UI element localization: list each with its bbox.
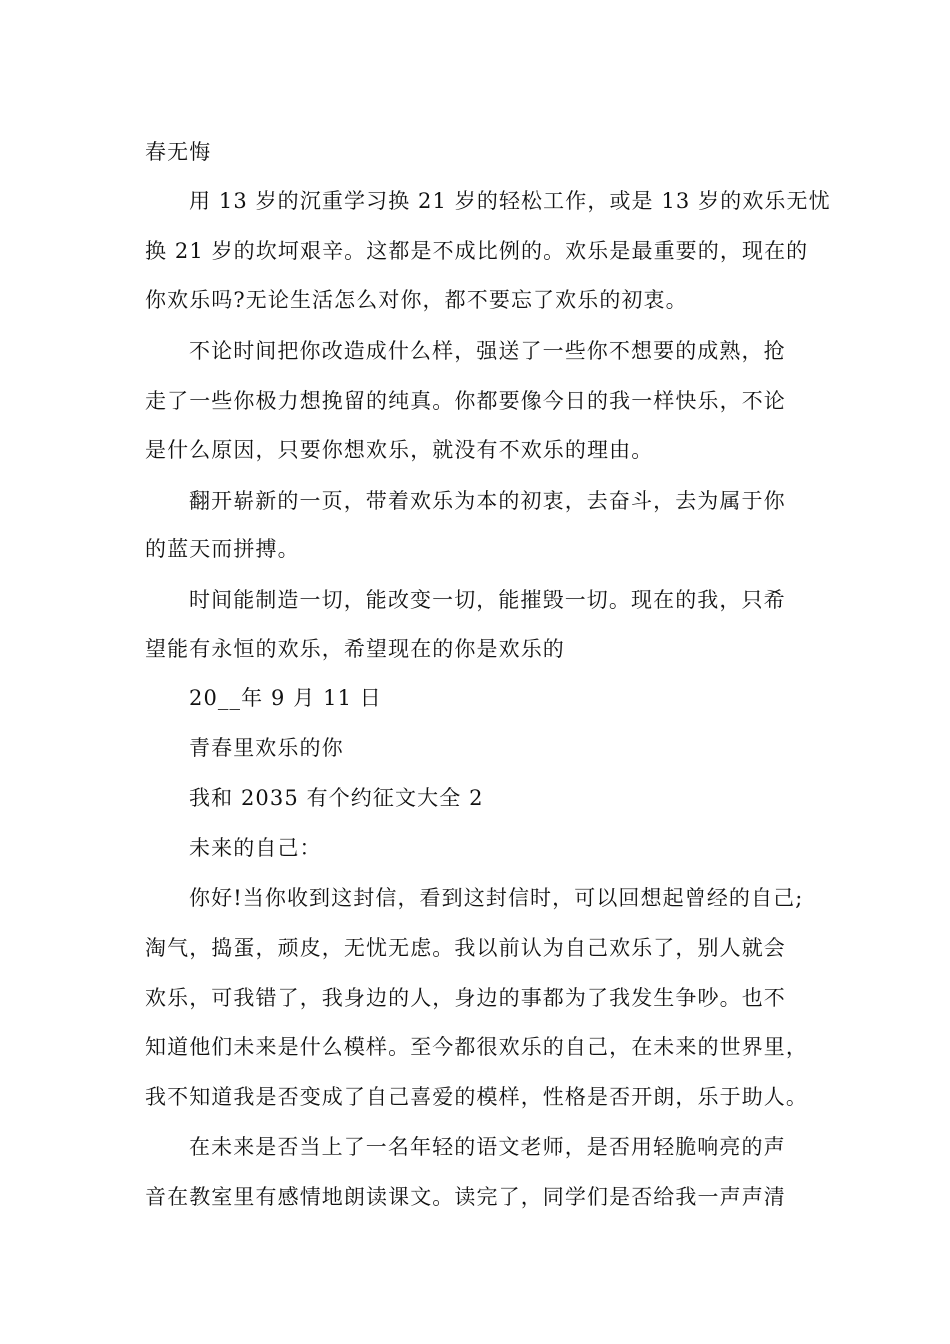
text-line: 走了一些你极力想挽留的纯真。你都要像今日的我一样快乐，不论: [145, 389, 786, 413]
text-line: 在未来是否当上了一名年轻的语文老师，是否用轻脆响亮的声: [189, 1135, 786, 1159]
text-line: 时间能制造一切，能改变一切，能摧毁一切。现在的我，只希: [189, 588, 786, 612]
text-line: 换 21 岁的坎坷艰辛。这都是不成比例的。欢乐是最重要的，现在的: [145, 239, 809, 263]
text-line: 是什么原因，只要你想欢乐，就没有不欢乐的理由。: [145, 438, 654, 462]
text-line: 知道他们未来是什么模样。至今都很欢乐的自己，在未来的世界里，: [145, 1035, 808, 1059]
text-line: 青春里欢乐的你: [189, 736, 344, 760]
text-line: 的蓝天而拼搏。: [145, 537, 300, 561]
text-line: 音在教室里有感情地朗读课文。读完了，同学们是否给我一声声清: [145, 1185, 786, 1209]
text-line: 我和 2035 有个约征文大全 2: [189, 786, 484, 810]
text-line: 未来的自己：: [189, 836, 322, 860]
text-line: 你好!当你收到这封信，看到这封信时，可以回想起曾经的自己;: [189, 886, 804, 910]
text-line: 用 13 岁的沉重学习换 21 岁的轻松工作，或是 13 岁的欢乐无忧: [189, 189, 831, 213]
text-line: 翻开崭新的一页，带着欢乐为本的初衷，去奋斗，去为属于你: [189, 489, 786, 513]
text-line: 欢乐，可我错了，我身边的人，身边的事都为了我发生争吵。也不: [145, 986, 786, 1010]
text-line: 我不知道我是否变成了自己喜爱的模样，性格是否开朗，乐于助人。: [145, 1085, 808, 1109]
text-line: 春无悔: [145, 140, 212, 164]
text-line: 淘气，捣蛋，顽皮，无忧无虑。我以前认为自己欢乐了，别人就会: [145, 936, 786, 960]
text-line: 望能有永恒的欢乐，希望现在的你是欢乐的: [145, 637, 565, 661]
text-line: 不论时间把你改造成什么样，强送了一些你不想要的成熟，抢: [189, 339, 786, 363]
text-line: 20__年 9 月 11 日: [189, 686, 382, 710]
text-line: 你欢乐吗?无论生活怎么对你，都不要忘了欢乐的初衷。: [145, 288, 688, 312]
